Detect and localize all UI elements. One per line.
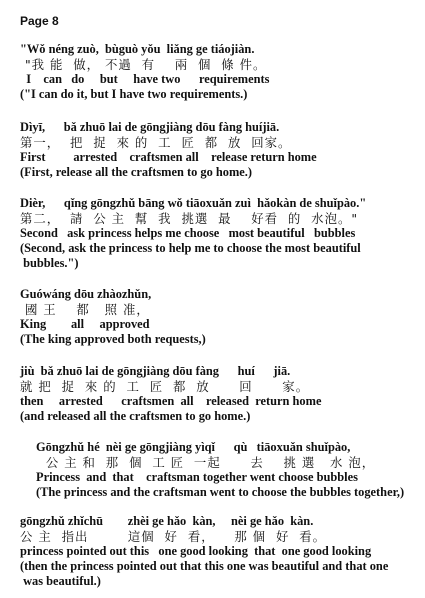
sentence-block-5	[20, 364, 420, 424]
pinyin-line: jiù bǎ zhuō lai de gōngjiàng dōu fàng huí jiā.	[20, 364, 291, 378]
translation-line: ("I can do it, but I have two requirements.)	[20, 87, 248, 101]
gloss-line: First arrested craftsmen all release return home	[20, 150, 317, 164]
gloss-line: Princess and that craftsman together went choose bubbles	[36, 470, 358, 484]
sentence-block-6	[36, 440, 420, 500]
chinese-line: 公 主 和 那 個 工 匠 一起 去 挑 選 水 泡，	[36, 455, 376, 470]
gloss-line: Second ask princess helps me choose most beautiful bubbles	[20, 226, 356, 240]
chinese-line: 國 王 都 照 准，	[20, 302, 150, 317]
gloss-line: I can do but have two requirements	[20, 72, 270, 86]
translation-line: (and released all the craftsmen to go home.)	[20, 409, 251, 423]
translation-line: (Second, ask the princess to help me to choose the most beautiful	[20, 241, 361, 255]
translation-line-continued: bubbles.")	[20, 256, 79, 270]
sentence-block-4	[20, 287, 420, 347]
gloss-line: King all approved	[20, 317, 150, 331]
pinyin-line: "Wǒ néng zuò, bùguò yǒu liǎng ge tiáojiàn.	[20, 42, 255, 56]
translation-line: (then the princess pointed out that this one was beautiful and that one	[20, 559, 389, 573]
translation-line-continued: was beautiful.)	[20, 574, 101, 588]
chinese-line: 就 把 捉 來 的 工 匠 都 放 回 家。	[20, 379, 310, 394]
translation-line: (The princess and the craftsman went to choose the bubbles together,)	[36, 485, 405, 499]
pinyin-line: Dièr, qǐng gōngzhǔ bāng wǒ tiāoxuǎn zuì hǎokàn de shuǐpào."	[20, 196, 367, 210]
translation-line: (The king approved both requests,)	[20, 332, 206, 346]
sentence-block-7	[20, 514, 420, 589]
pinyin-line: Dìyī, bǎ zhuō lai de gōngjiàng dōu fàng huíjiā.	[20, 120, 280, 134]
sentence-block-2	[20, 120, 420, 180]
pinyin-line: Gōngzhǔ hé nèi ge gōngjiàng yìqǐ qù tiāoxuǎn shuǐpào,	[36, 440, 351, 454]
sentence-block-1	[20, 42, 420, 102]
chinese-line: 第二， 請 公 主 幫 我 挑選 最 好看 的 水泡。"	[20, 211, 359, 226]
pinyin-line: Guówáng dōu zhàozhǔn,	[20, 287, 152, 301]
translation-line: (First, release all the craftsmen to go home.)	[20, 165, 253, 179]
page-number: Page 8	[20, 14, 59, 28]
chinese-line: "我 能 做， 不過 有 兩 個 條 件。	[20, 57, 267, 72]
chinese-line: 公 主 指出 這個 好 看， 那 個 好 看。	[20, 529, 326, 544]
gloss-line: princess pointed out this one good looking that one good looking	[20, 544, 372, 558]
pinyin-line: gōngzhǔ zhǐchū zhèi ge hǎo kàn, nèi ge hǎo kàn.	[20, 514, 314, 528]
chinese-line: 第一， 把 捉 來 的 工 匠 都 放 回家。	[20, 135, 292, 150]
sentence-block-3	[20, 196, 420, 271]
gloss-line: then arrested craftsmen all released return home	[20, 394, 322, 408]
